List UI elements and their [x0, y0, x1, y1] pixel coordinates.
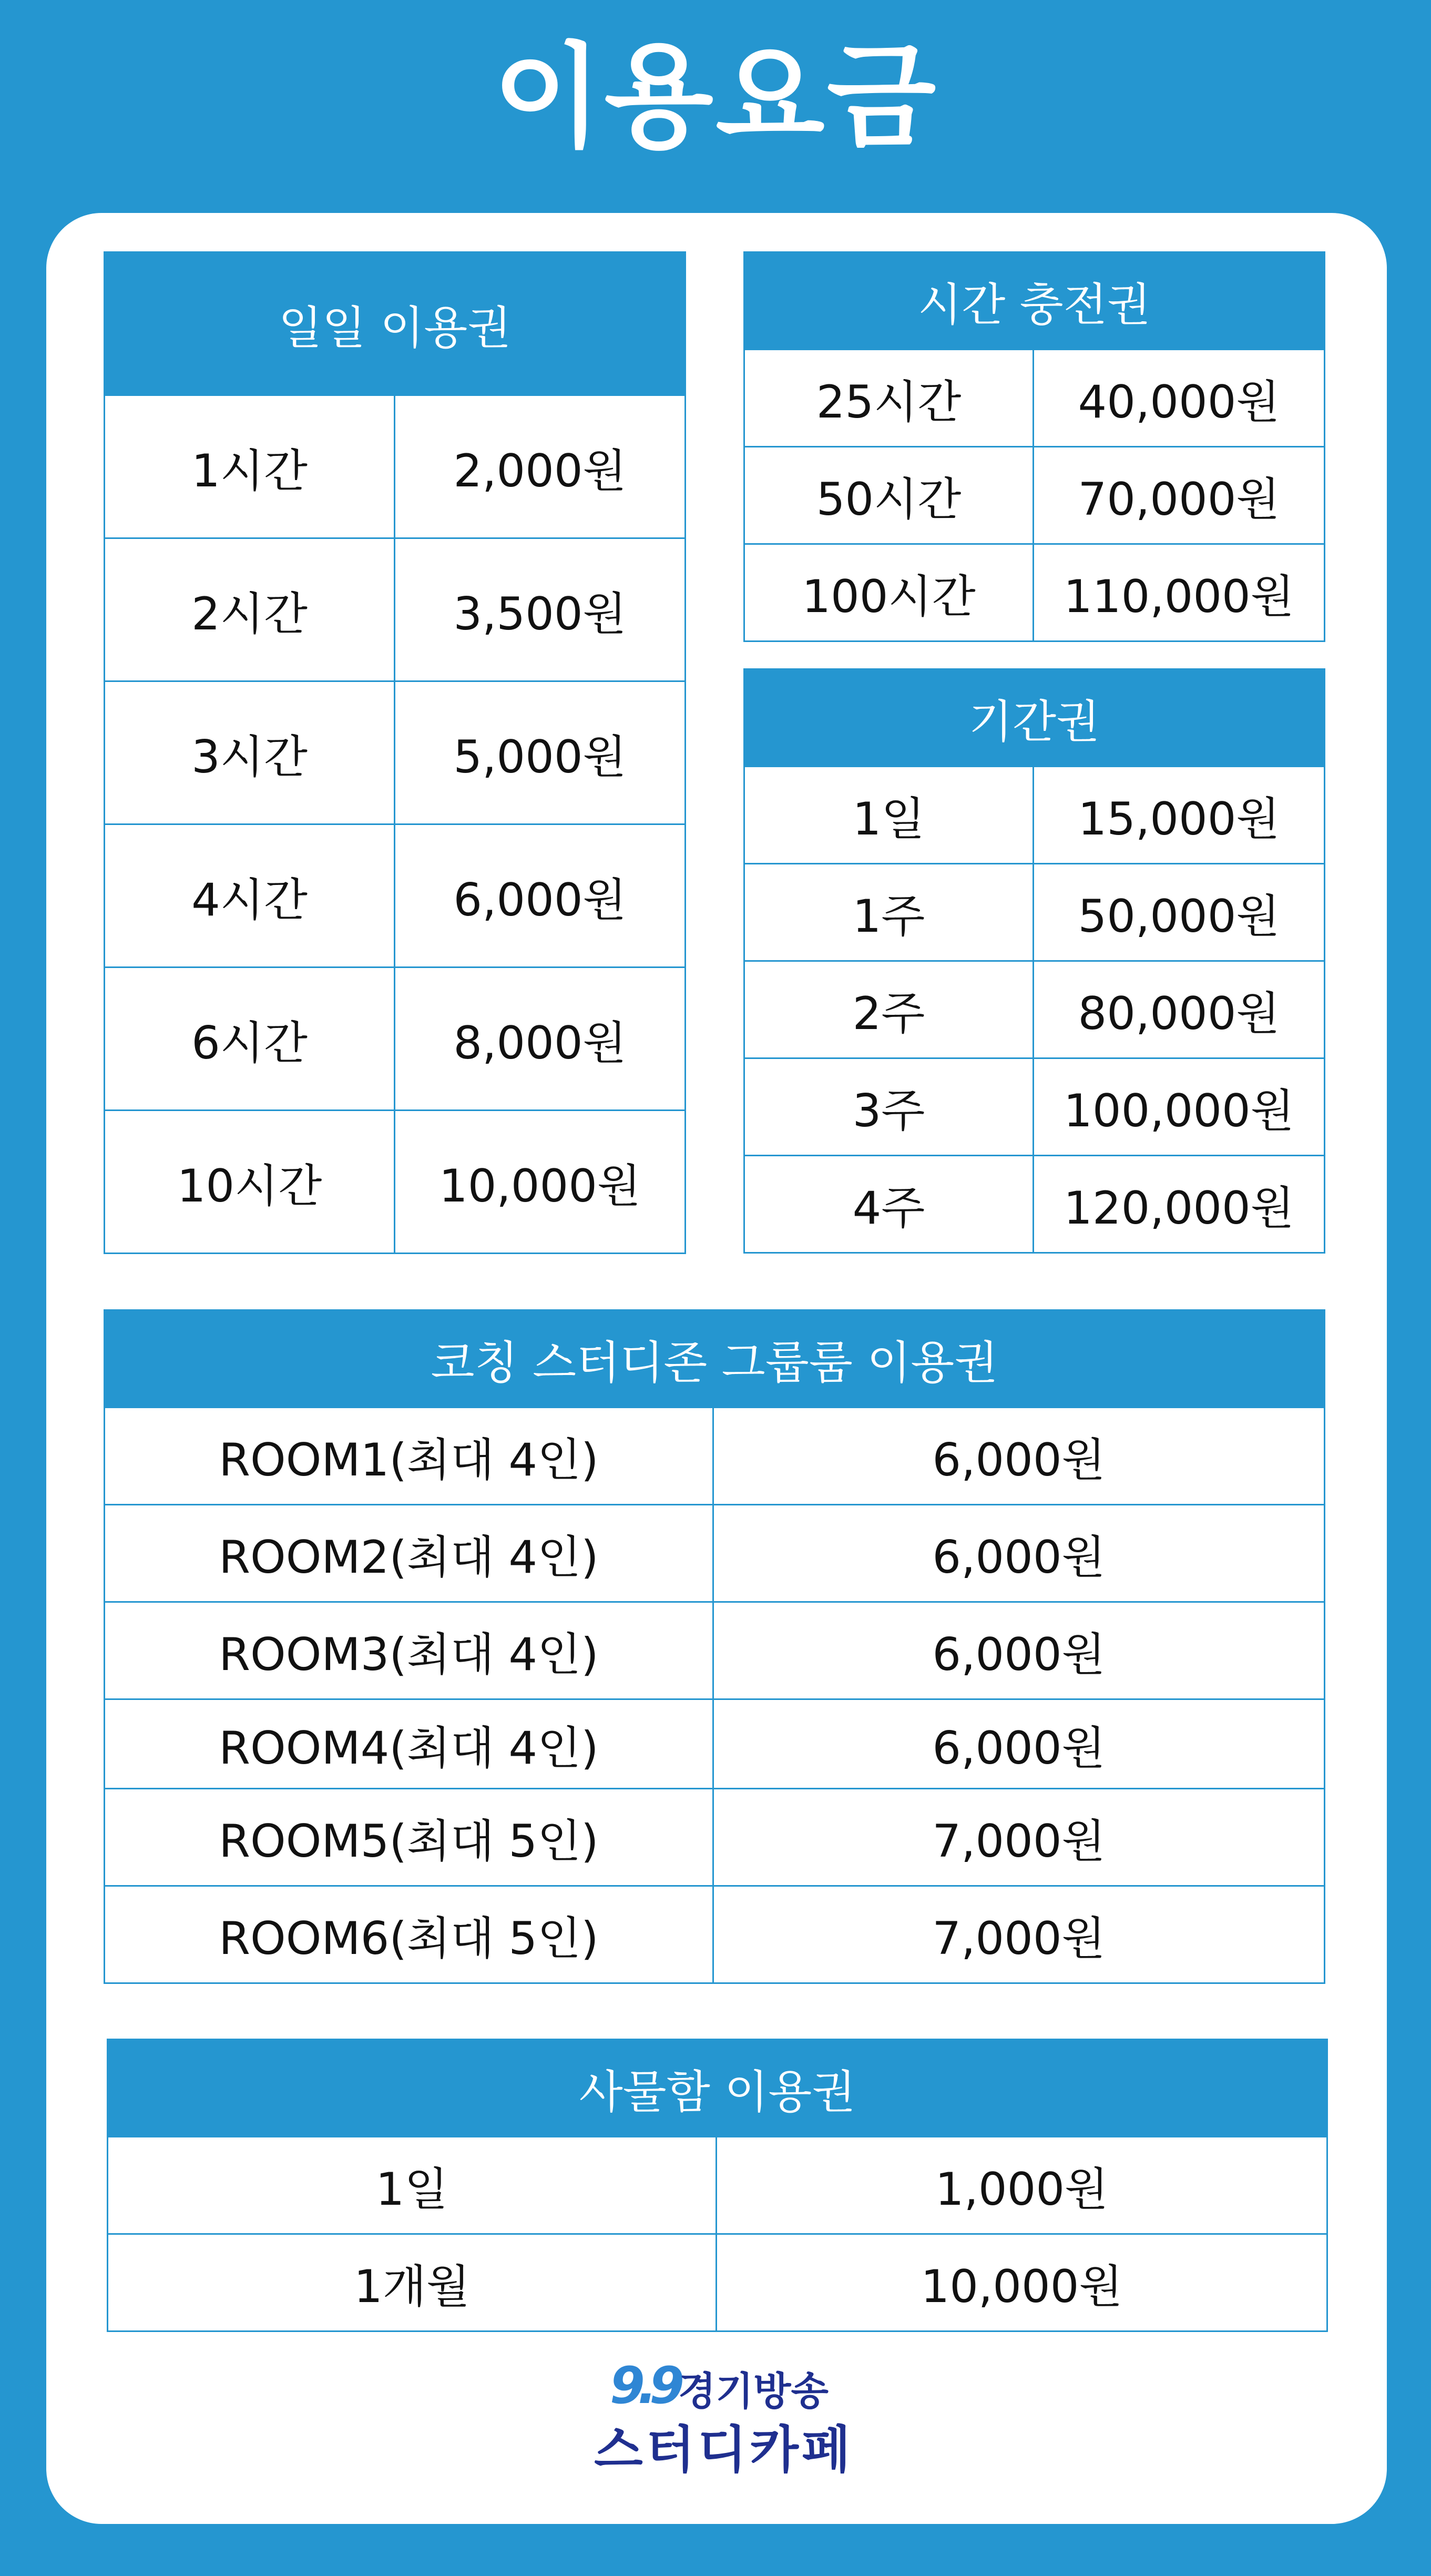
study-cafe-logo — [573, 2353, 867, 2479]
group-room-price: 6,000원 — [713, 1602, 1325, 1699]
group-room-name: ROOM6(최대 5인) — [105, 1886, 713, 1983]
group-room-price: 6,000원 — [713, 1408, 1325, 1505]
group-room-name: ROOM4(최대 4인) — [105, 1699, 713, 1789]
group-room-name: ROOM5(최대 5인) — [105, 1789, 713, 1886]
daily-pass-price: 10,000원 — [395, 1111, 686, 1254]
locker-duration: 1일 — [108, 2137, 717, 2234]
time-charge-hours: 25시간 — [744, 350, 1034, 447]
group-room-name: ROOM2(최대 4인) — [105, 1505, 713, 1602]
period-pass-price: 15,000원 — [1034, 767, 1325, 864]
time-charge-table — [743, 251, 1325, 642]
daily-pass-table — [104, 251, 686, 1254]
group-room-header: 코칭 스터디존 그룹룸 이용권 — [105, 1310, 1325, 1408]
daily-pass-price: 8,000원 — [395, 968, 686, 1111]
period-pass-price: 80,000원 — [1034, 961, 1325, 1058]
locker-header: 사물함 이용권 — [108, 2040, 1327, 2137]
group-room-name: ROOM1(최대 4인) — [105, 1408, 713, 1505]
daily-pass-duration: 3시간 — [105, 681, 395, 824]
daily-pass-duration: 2시간 — [105, 538, 395, 681]
period-pass-duration: 2주 — [744, 961, 1034, 1058]
daily-pass-header: 일일 이용권 — [105, 252, 686, 395]
locker-price: 1,000원 — [717, 2137, 1327, 2234]
period-pass-price: 100,000원 — [1034, 1058, 1325, 1156]
group-room-price: 7,000원 — [713, 1789, 1325, 1886]
time-charge-price: 40,000원 — [1034, 350, 1325, 447]
time-charge-hours: 100시간 — [744, 544, 1034, 642]
locker-duration: 1개월 — [108, 2234, 717, 2331]
period-pass-table — [743, 668, 1325, 1254]
page-title: 이용요금 — [493, 31, 938, 163]
locker-table — [107, 2039, 1328, 2332]
period-pass-duration: 4주 — [744, 1156, 1034, 1253]
daily-pass-duration: 4시간 — [105, 824, 395, 968]
daily-pass-price: 3,500원 — [395, 538, 686, 681]
period-pass-price: 50,000원 — [1034, 864, 1325, 961]
period-pass-price: 120,000원 — [1034, 1156, 1325, 1253]
time-charge-price: 110,000원 — [1034, 544, 1325, 642]
time-charge-price: 70,000원 — [1034, 447, 1325, 544]
locker-price: 10,000원 — [717, 2234, 1327, 2331]
daily-pass-duration: 10시간 — [105, 1111, 395, 1254]
logo-broadcast-text: 경기방송 — [678, 2369, 829, 2414]
group-room-name: ROOM3(최대 4인) — [105, 1602, 713, 1699]
group-room-price: 7,000원 — [713, 1886, 1325, 1983]
price-card — [46, 213, 1387, 2524]
time-charge-header: 시간 충전권 — [744, 252, 1325, 350]
logo-study-cafe-text: 스터디카페 — [594, 2420, 854, 2479]
daily-pass-duration: 1시간 — [105, 395, 395, 538]
period-pass-duration: 1주 — [744, 864, 1034, 961]
time-charge-hours: 50시간 — [744, 447, 1034, 544]
daily-pass-duration: 6시간 — [105, 968, 395, 1111]
daily-pass-price: 2,000원 — [395, 395, 686, 538]
group-room-price: 6,000원 — [713, 1505, 1325, 1602]
period-pass-duration: 1일 — [744, 767, 1034, 864]
logo-number: 9.9 — [610, 2356, 678, 2415]
daily-pass-price: 6,000원 — [395, 824, 686, 968]
period-pass-duration: 3주 — [744, 1058, 1034, 1156]
group-room-price: 6,000원 — [713, 1699, 1325, 1789]
daily-pass-price: 5,000원 — [395, 681, 686, 824]
period-pass-header: 기간권 — [744, 669, 1325, 767]
group-room-table — [104, 1309, 1325, 1984]
